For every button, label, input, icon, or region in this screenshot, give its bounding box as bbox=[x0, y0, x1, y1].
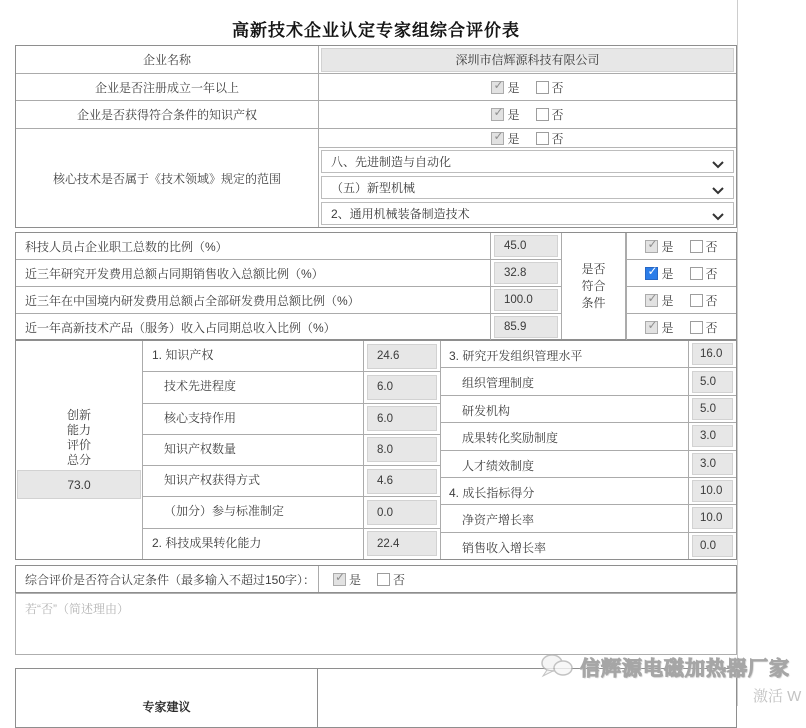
expert-suggestion-input-cell[interactable] bbox=[318, 668, 737, 728]
score-value-field[interactable]: 0.0 bbox=[692, 535, 733, 557]
table-row bbox=[143, 404, 440, 435]
chevron-down-icon bbox=[712, 210, 724, 224]
table-row bbox=[16, 101, 736, 129]
table-row bbox=[441, 341, 736, 368]
table-row bbox=[441, 505, 736, 532]
company-name-label: 企业名称 bbox=[16, 46, 319, 73]
ratio-value-field[interactable]: 100.0 bbox=[494, 289, 558, 311]
score-value-field[interactable]: 5.0 bbox=[692, 371, 733, 393]
ratio1-no-checkbox[interactable]: 否 bbox=[690, 238, 718, 255]
check-icon: ✓ bbox=[493, 77, 504, 92]
score-left-column bbox=[143, 341, 441, 559]
company-name-field[interactable]: 深圳市信辉源科技有限公司 bbox=[321, 48, 734, 72]
score-value-field[interactable]: 10.0 bbox=[692, 480, 733, 502]
ip-no-checkbox[interactable]: 否 bbox=[536, 106, 564, 123]
table-row bbox=[441, 533, 736, 559]
table-row bbox=[16, 314, 736, 341]
table-row bbox=[143, 341, 440, 372]
table-row bbox=[16, 46, 736, 74]
table-row bbox=[441, 368, 736, 395]
ip-yes-checkbox[interactable]: ✓ 是 bbox=[493, 105, 520, 122]
ratio1-yes-checkbox[interactable]: ✓ 是 bbox=[647, 236, 674, 254]
table-row bbox=[143, 466, 440, 497]
score-table bbox=[15, 340, 737, 560]
summary-row bbox=[15, 565, 737, 593]
score-item-label: 1. 知识产权 bbox=[143, 341, 364, 371]
brand-watermark: 信辉源电磁加热器厂家 bbox=[540, 650, 790, 683]
meets-condition-header: 是否 符合 条件 bbox=[561, 233, 626, 339]
check-icon: ✓ bbox=[493, 128, 504, 143]
ratio-value-field[interactable]: 45.0 bbox=[494, 235, 558, 257]
score-item-label: 人才绩效制度 bbox=[441, 451, 689, 477]
page-right-border bbox=[737, 0, 738, 706]
table-row bbox=[441, 451, 736, 478]
score-item-label: 4. 成长指标得分 bbox=[441, 478, 689, 504]
table-row bbox=[143, 529, 440, 559]
ratio-label: 近三年研究开发费用总额占同期销售收入总额比例（%） bbox=[16, 260, 491, 286]
core-tech-question-label: 核心技术是否属于《技术领域》规定的范围 bbox=[16, 129, 319, 227]
check-icon: ✓ bbox=[647, 236, 658, 251]
score-item-label: 研发机构 bbox=[441, 396, 689, 422]
table-row bbox=[16, 260, 736, 287]
total-score-field[interactable]: 73.0 bbox=[17, 470, 141, 499]
chevron-down-icon bbox=[712, 184, 724, 198]
field-select-level3[interactable]: 2、通用机械装备制造技术 bbox=[321, 202, 734, 225]
score-item-label: 成果转化奖励制度 bbox=[441, 423, 689, 449]
score-item-label: 核心支持作用 bbox=[143, 404, 364, 434]
expert-suggestion-label-cell: 专家建议 bbox=[15, 668, 318, 728]
ratio3-yes-checkbox[interactable]: ✓ 是 bbox=[647, 290, 674, 308]
score-value-field[interactable]: 3.0 bbox=[692, 425, 733, 447]
score-item-label: 销售收入增长率 bbox=[441, 533, 689, 559]
check-icon: ✓ bbox=[647, 263, 658, 278]
score-item-label: 净资产增长率 bbox=[441, 505, 689, 531]
ratio3-no-checkbox[interactable]: 否 bbox=[690, 292, 718, 309]
summary-question-label: 综合评价是否符合认定条件（最多输入不超过150字）： bbox=[16, 566, 319, 592]
table-row bbox=[16, 233, 736, 260]
score-value-field[interactable]: 3.0 bbox=[692, 453, 733, 475]
total-score-label: 创新 能力 评价 总分 bbox=[66, 408, 91, 467]
ratio2-yes-checkbox[interactable]: ✓ 是 bbox=[647, 263, 674, 281]
ratio4-yes-checkbox[interactable]: ✓ 是 bbox=[647, 317, 674, 335]
score-value-field[interactable]: 4.6 bbox=[367, 469, 437, 494]
table-row bbox=[16, 74, 736, 101]
score-item-label: 知识产权获得方式 bbox=[143, 466, 364, 496]
registered-no-checkbox[interactable]: 否 bbox=[536, 79, 564, 96]
score-value-field[interactable]: 8.0 bbox=[367, 437, 437, 462]
table-row bbox=[143, 372, 440, 403]
basic-info-table bbox=[15, 45, 737, 228]
total-score-cell bbox=[16, 341, 143, 559]
score-item-label: 知识产权数量 bbox=[143, 435, 364, 465]
ratio4-no-checkbox[interactable]: 否 bbox=[690, 319, 718, 336]
ratio-label: 近三年在中国境内研发费用总额占全部研发费用总额比例（%） bbox=[16, 287, 491, 313]
core-tech-no-checkbox[interactable]: 否 bbox=[536, 130, 564, 147]
registered-question-label: 企业是否注册成立一年以上 bbox=[16, 74, 319, 100]
expert-suggestion-row bbox=[15, 668, 737, 728]
reason-textarea[interactable] bbox=[15, 593, 737, 655]
ratio-value-field[interactable]: 85.9 bbox=[494, 316, 558, 338]
score-value-field[interactable]: 10.0 bbox=[692, 507, 733, 529]
check-icon: ✓ bbox=[493, 105, 504, 119]
table-row bbox=[143, 435, 440, 466]
score-value-field[interactable]: 5.0 bbox=[692, 398, 733, 420]
summary-no-checkbox[interactable]: 否 bbox=[377, 571, 405, 588]
score-right-column bbox=[441, 341, 736, 559]
ratio-label: 科技人员占企业职工总数的比例（%） bbox=[16, 233, 491, 259]
ratio-label: 近一年高新技术产品（服务）收入占同期总收入比例（%） bbox=[16, 314, 491, 340]
score-value-field[interactable]: 0.0 bbox=[367, 500, 437, 525]
chevron-down-icon bbox=[712, 158, 724, 172]
score-item-label: 组织管理制度 bbox=[441, 368, 689, 394]
score-value-field[interactable]: 6.0 bbox=[367, 375, 437, 400]
table-row bbox=[143, 497, 440, 528]
score-value-field[interactable]: 16.0 bbox=[692, 343, 733, 365]
table-row bbox=[16, 287, 736, 314]
summary-yes-checkbox[interactable]: ✓ 是 bbox=[335, 569, 362, 587]
score-item-label: （加分）参与标准制定 bbox=[143, 497, 364, 527]
table-row bbox=[441, 478, 736, 505]
field-select-level1[interactable]: 八、先进制造与自动化 bbox=[321, 150, 734, 173]
ip-question-label: 企业是否获得符合条件的知识产权 bbox=[16, 101, 319, 128]
check-icon: ✓ bbox=[647, 290, 658, 305]
score-value-field[interactable]: 24.6 bbox=[367, 344, 437, 369]
activate-watermark: 激活 W bbox=[753, 688, 802, 705]
core-tech-row bbox=[16, 129, 736, 227]
table-row bbox=[441, 396, 736, 423]
score-value-field[interactable]: 22.4 bbox=[367, 531, 437, 556]
page-title: 高新技术企业认定专家组综合评价表 bbox=[232, 21, 520, 40]
ratio-value-field[interactable]: 32.8 bbox=[494, 262, 558, 284]
check-icon: ✓ bbox=[335, 569, 346, 584]
score-item-label: 2. 科技成果转化能力 bbox=[143, 529, 364, 559]
table-row bbox=[441, 423, 736, 450]
score-item-label: 3. 研究开发组织管理水平 bbox=[441, 341, 689, 367]
registered-yes-checkbox[interactable]: ✓ 是 bbox=[493, 77, 520, 95]
score-item-label: 技术先进程度 bbox=[143, 372, 364, 402]
ratio-table bbox=[15, 232, 737, 340]
field-select-level2[interactable]: （五）新型机械 bbox=[321, 176, 734, 199]
check-icon: ✓ bbox=[647, 317, 658, 332]
ratio2-no-checkbox[interactable]: 否 bbox=[690, 265, 718, 282]
core-tech-yes-checkbox[interactable]: ✓ 是 bbox=[493, 128, 520, 146]
score-value-field[interactable]: 6.0 bbox=[367, 406, 437, 431]
